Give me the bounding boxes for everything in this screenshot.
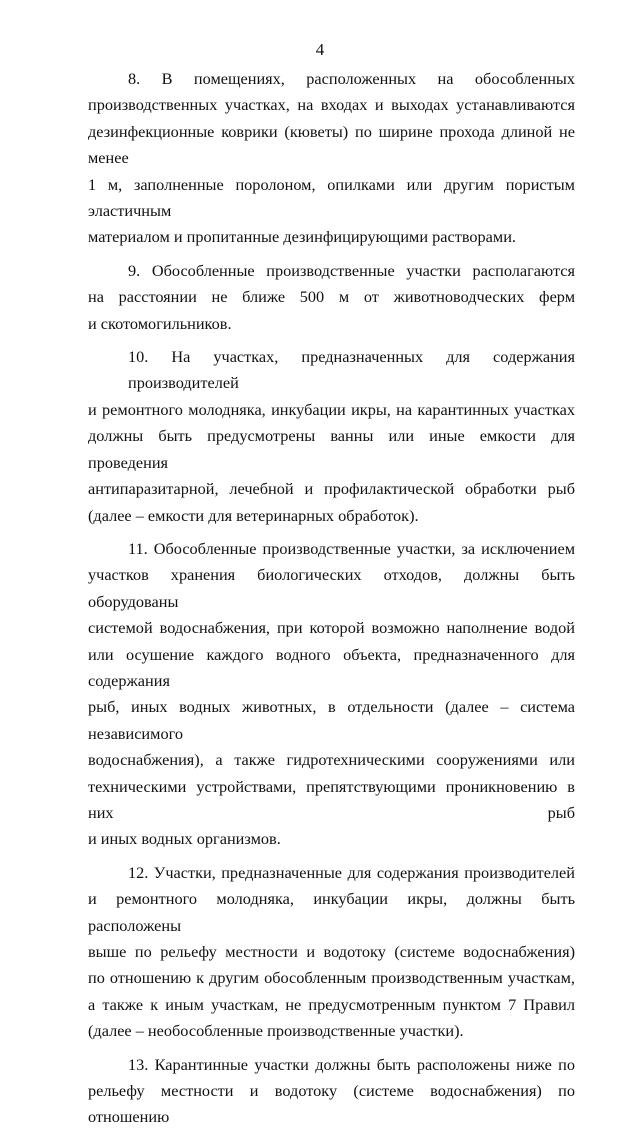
page-number: 4: [315, 40, 325, 59]
paragraph-11: [88, 536, 575, 853]
text-line: материалом и пропитанные дезинфицирующими растворами.: [88, 227, 516, 247]
text-line: и ремонтного молодняка, инкубации икры, должны быть расположены: [88, 889, 575, 935]
document-body: [88, 66, 575, 1138]
text-line: (далее – необособленные производственные участки).: [88, 1021, 464, 1041]
text-line: 9. Обособленные производственные участки располагаются: [128, 260, 575, 280]
paragraph-12: [88, 860, 575, 1045]
text-line: должны быть предусмотрены ванны или иные емкости для проведения: [88, 426, 575, 472]
text-line: и ремонтного молодняка, инкубации икры, на карантинных участках: [88, 399, 575, 419]
text-line: (далее – емкости для ветеринарных обработок).: [88, 505, 419, 525]
paragraph-13: [88, 1052, 575, 1131]
text-line: участков хранения биологических отходов, должны быть оборудованы: [88, 565, 575, 611]
text-line: 13. Карантинные участки должны быть расположены ниже по: [128, 1054, 575, 1074]
paragraph-9: [88, 258, 575, 337]
text-line: водоснабжения), а также гидротехническими сооружениями или: [88, 750, 575, 770]
paragraph-10: [88, 344, 575, 529]
text-line: 12. Участки, предназначенные для содержания производителей: [128, 862, 575, 882]
text-line: системой водоснабжения, при которой возможно наполнение водой: [88, 618, 575, 638]
text-line: 11. Обособленные производственные участки, за исключением: [128, 538, 575, 558]
text-line: а также к иным участкам, не предусмотренным пунктом 7 Правил: [88, 994, 575, 1014]
text-line: или осушение каждого водного объекта, предназначенного для содержания: [88, 644, 575, 690]
text-line: техническими устройствами, препятствующими проникновению в них рыб: [88, 776, 575, 822]
text-line: и скотомогильников.: [88, 313, 232, 333]
text-line: 8. В помещениях, расположенных на обособленных: [128, 69, 575, 88]
text-line: по отношению к другим обособленным производственным участкам,: [88, 968, 575, 988]
text-line: антипаразитарной, лечебной и профилактической обработки рыб: [88, 479, 575, 499]
text-line: дезинфекционные коврики (кюветы) по ширине прохода длиной не менее: [88, 121, 575, 168]
text-line: выше по рельефу местности и водотоку (системе водоснабжения): [88, 942, 575, 961]
text-line: на расстоянии не ближе 500 м от животноводческих ферм: [88, 287, 575, 307]
text-line: 1 м, заполненные поролоном, опилками или другим пористым эластичным: [88, 174, 575, 221]
text-line: рельефу местности и водотоку (системе водоснабжения) по отношению: [88, 1081, 575, 1127]
text-line: производственных участках, на входах и выходах устанавливаются: [88, 95, 575, 115]
text-line: рыб, иных водных животных, в отдельности (далее – система независимого: [88, 697, 575, 743]
paragraph-8: [88, 66, 575, 251]
text-line: и иных водных организмов.: [88, 829, 281, 849]
text-line: 10. На участках, предназначенных для содержания производителей: [128, 347, 575, 393]
